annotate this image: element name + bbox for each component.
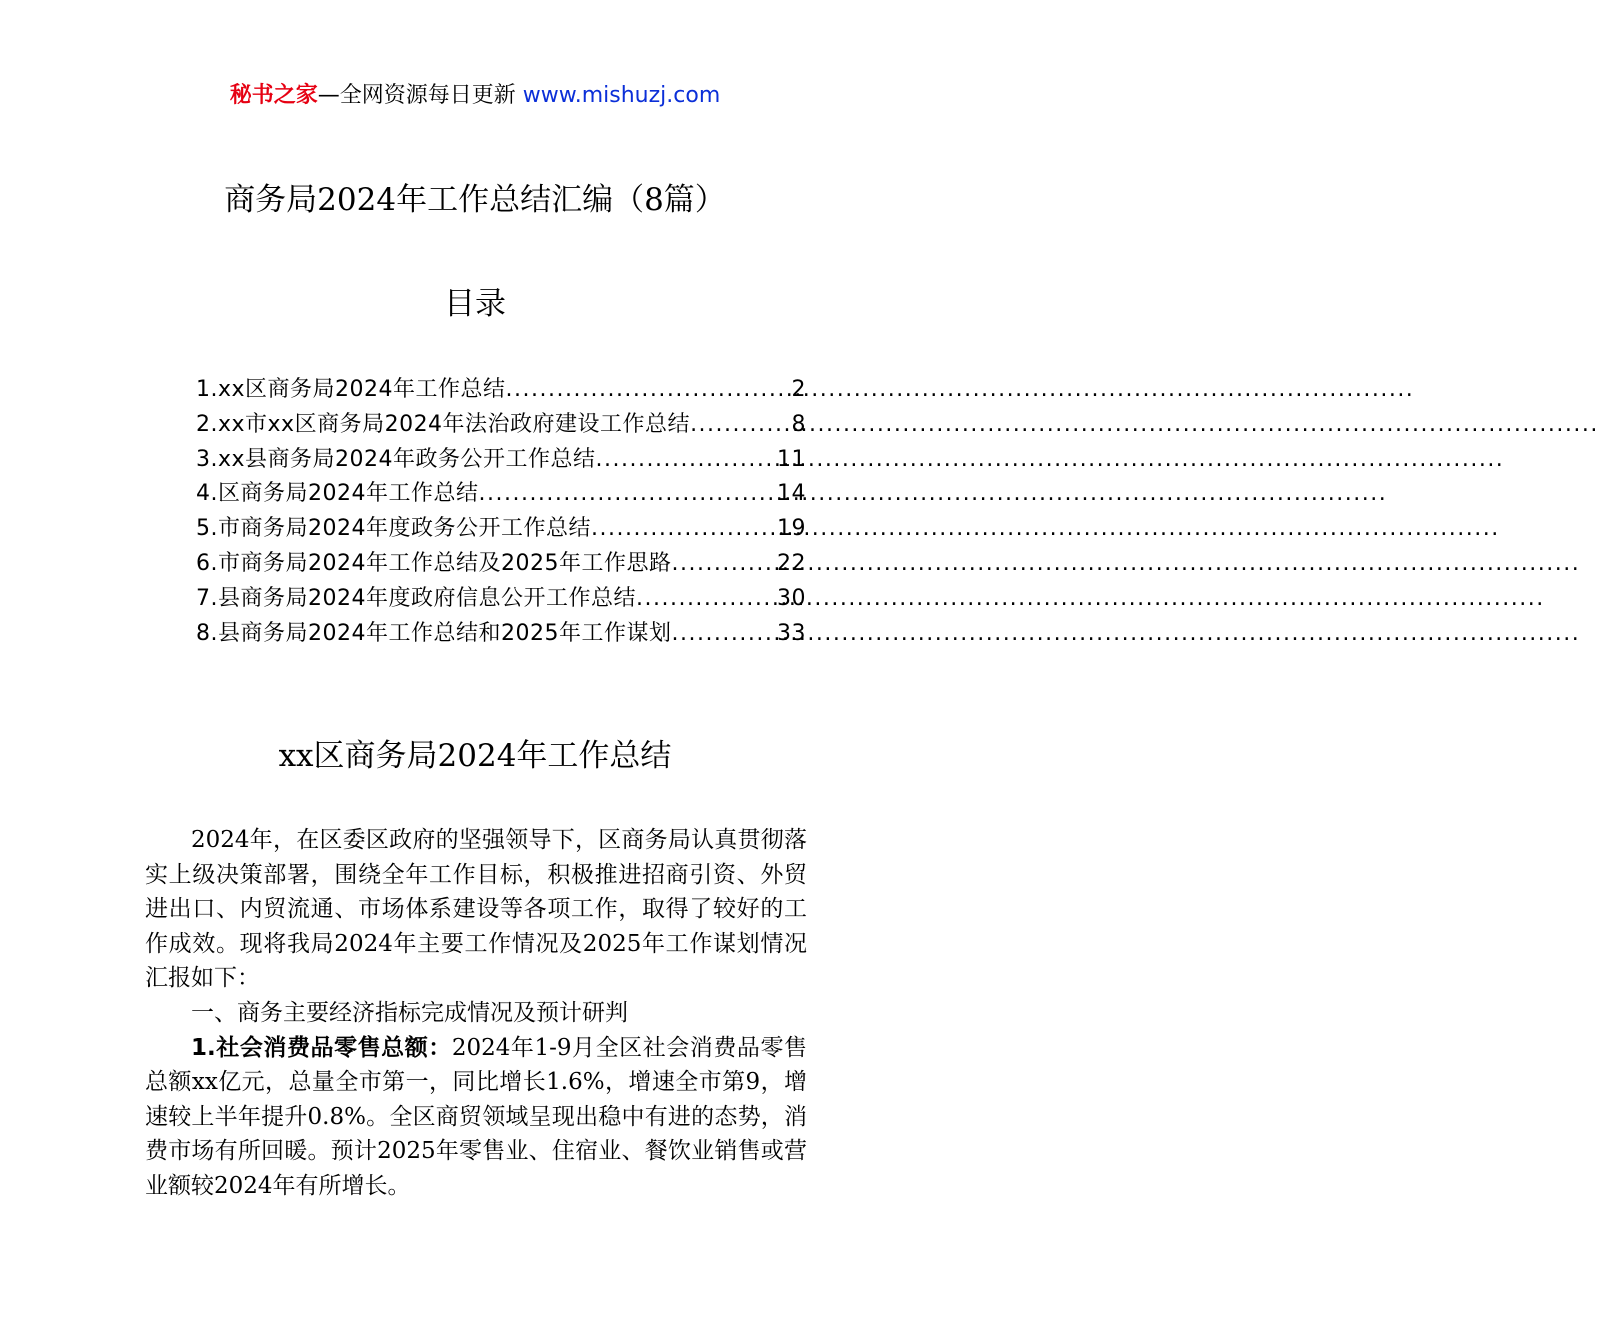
toc-page-number: 14	[777, 481, 806, 507]
site-tagline: —全网资源每日更新	[317, 83, 523, 108]
toc-item-text: 7.县商务局2024年度政府信息公开工作总结	[196, 585, 636, 611]
toc-page-number: 33	[777, 620, 806, 646]
toc-dot-leader	[671, 617, 777, 652]
toc-item-text: 4.区商务局2024年工作总结	[196, 481, 479, 507]
toc-item-4[interactable]	[196, 477, 806, 512]
item-paragraph	[145, 1031, 807, 1204]
toc-item-text: 2.xx市xx区商务局2024年法治政府建设工作总结	[196, 411, 691, 437]
toc-page-number: 30	[777, 585, 806, 611]
toc-item-6[interactable]	[196, 547, 806, 582]
site-url-link[interactable]: www.mishuzj.com	[522, 83, 721, 108]
toc-dot-leader	[506, 373, 792, 408]
toc-item-7[interactable]	[196, 582, 806, 617]
toc-dot-leader	[690, 408, 791, 443]
document-title: 商务局2024年工作总结汇编（8篇）	[224, 182, 726, 218]
toc-item-text: 5.市商务局2024年度政务公开工作总结	[196, 516, 591, 542]
toc-item-3[interactable]	[196, 443, 806, 478]
item-body-text: 2024年1-9月全区社会消费品零售总额xx亿元，总量全市第一，同比增长1.6%，增速全市第9，增速较上半年提升0.8%。全区商贸领域呈现出稳中有进的态势，消费市场有所回暖。预计2025年零售业、住宿业、餐饮业销售或营业额较2024年有所增长。	[145, 1034, 807, 1199]
toc-item-2[interactable]	[196, 408, 806, 443]
toc-dot-leader	[671, 547, 777, 582]
toc-page-number: 2	[791, 377, 806, 402]
toc-dot-leader	[591, 512, 777, 547]
toc-page-number: 19	[777, 516, 806, 542]
toc-item-5[interactable]	[196, 512, 806, 547]
toc-item-8[interactable]	[196, 617, 806, 652]
toc-item-text: 8.县商务局2024年工作总结和2025年工作谋划	[196, 620, 672, 646]
toc-item-text: 1.xx区商务局2024年工作总结	[196, 377, 506, 402]
toc-dot-leader	[636, 582, 777, 617]
toc-dot-leader	[478, 477, 777, 512]
toc-item-text: 3.xx县商务局2024年政务公开工作总结	[196, 446, 596, 472]
toc-item-text: 6.市商务局2024年工作总结及2025年工作思路	[196, 550, 672, 576]
toc-dot-leader	[596, 443, 777, 478]
toc-heading: 目录	[444, 286, 506, 322]
item-lead-label: 1.社会消费品零售总额：	[191, 1034, 452, 1061]
subsection-heading: 一、商务主要经济指标完成情况及预计研判	[191, 999, 628, 1026]
intro-paragraph: 2024年，在区委区政府的坚强领导下，区商务局认真贯彻落实上级决策部署，围绕全年工作目标，积极推进招商引资、外贸进出口、内贸流通、市场体系建设等各项工作，取得了较好的工作成效。现将我局2024年主要工作情况及2025年工作谋划情况汇报如下：	[145, 827, 807, 992]
brand-name: 秘书之家	[229, 83, 318, 108]
table-of-contents	[196, 373, 806, 651]
toc-page-number: 8	[791, 411, 806, 437]
toc-item-1[interactable]	[196, 373, 806, 408]
toc-page-number: 22	[777, 550, 806, 576]
site-header	[0, 80, 950, 112]
section-title: xx区商务局2024年工作总结	[278, 738, 672, 774]
toc-page-number: 11	[777, 446, 806, 472]
section-body	[145, 823, 807, 1204]
